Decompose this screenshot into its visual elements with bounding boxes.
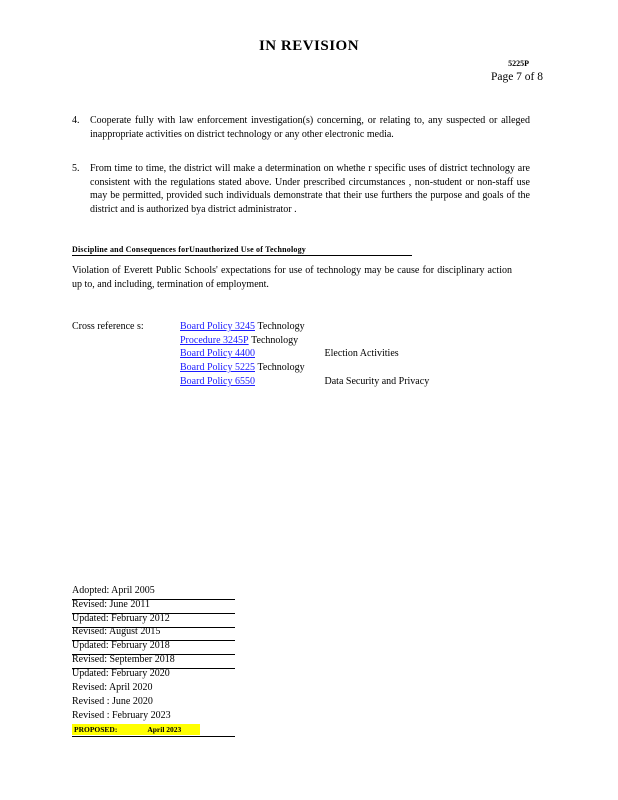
proposed-highlight — [72, 724, 200, 735]
history-entry: Updated: February 2020 — [72, 668, 170, 679]
procedure-3245p-link[interactable]: Procedure 3245P — [180, 335, 249, 346]
history-entry: Adopted: April 2005 — [72, 585, 235, 600]
cross-reference-desc: Technology — [251, 335, 299, 346]
proposed-value: April 2023 — [147, 725, 182, 734]
document-number: 5225P — [508, 59, 529, 68]
cross-reference-desc: Technology — [257, 321, 305, 332]
item-number: 4. — [72, 115, 80, 126]
history-entry: Revised: April 2020 — [72, 682, 153, 693]
cross-reference-entry — [180, 335, 298, 349]
history-entry: Updated: February 2018 — [72, 640, 235, 655]
history-entry: Revised: September 2018 — [72, 654, 235, 669]
board-policy-6550-link[interactable]: Board Policy 6550 — [180, 376, 255, 387]
proposed-label: PROPOSED: — [74, 725, 118, 734]
discipline-text: Violation of Everett Public Schools' expectations for use of technology may be cause for disciplinary action up to, and including, termination of employment. — [72, 265, 512, 290]
history-entry: Revised : June 2020 — [72, 696, 153, 707]
item-text: Cooperate fully with law enforcement investigation(s) concerning, or relating to, any suspected or alleged inappropriate activities on district technology or any other electronic media. — [90, 115, 530, 140]
cross-reference-entry — [180, 376, 429, 390]
cross-reference-entry — [180, 348, 399, 362]
board-policy-4400-link[interactable]: Board Policy 4400 — [180, 348, 255, 359]
cross-reference-label: Cross reference s: — [72, 321, 144, 332]
cross-reference-entry — [180, 362, 305, 376]
list-item — [72, 162, 532, 232]
cross-reference-desc: Election Activities — [324, 348, 399, 359]
page-number: Page 7 of 8 — [490, 71, 543, 83]
cross-reference-desc: Data Security and Privacy — [324, 376, 430, 387]
list-item — [72, 114, 532, 156]
history-entry: Revised: August 2015 — [72, 626, 235, 641]
history-entry: Updated: February 2012 — [72, 613, 235, 628]
page-title: IN REVISION — [258, 38, 360, 54]
history-entry: Revised : February 2023 — [72, 710, 171, 721]
board-policy-3245-link[interactable]: Board Policy 3245 — [180, 321, 255, 332]
section-heading: Discipline and Consequences forUnauthorized Use of Technology — [72, 245, 412, 256]
board-policy-5225-link[interactable]: Board Policy 5225 — [180, 362, 255, 373]
history-entry: Revised: June 2011 — [72, 599, 235, 614]
cross-reference-entry — [180, 321, 305, 335]
item-number: 5. — [72, 163, 80, 174]
cross-reference-desc: Technology — [257, 362, 305, 373]
proposed-entry — [72, 724, 235, 737]
item-text: From time to time, the district will make a determination on whethe r specific uses of district technology are consistent with the regulations stated above. Under prescribed circumstances , non-student or non-staff use may be permitted, provided such individuals demonstrate that their use furthers the purpose and goals of the district and is authorized bya district administrator . — [90, 163, 530, 215]
